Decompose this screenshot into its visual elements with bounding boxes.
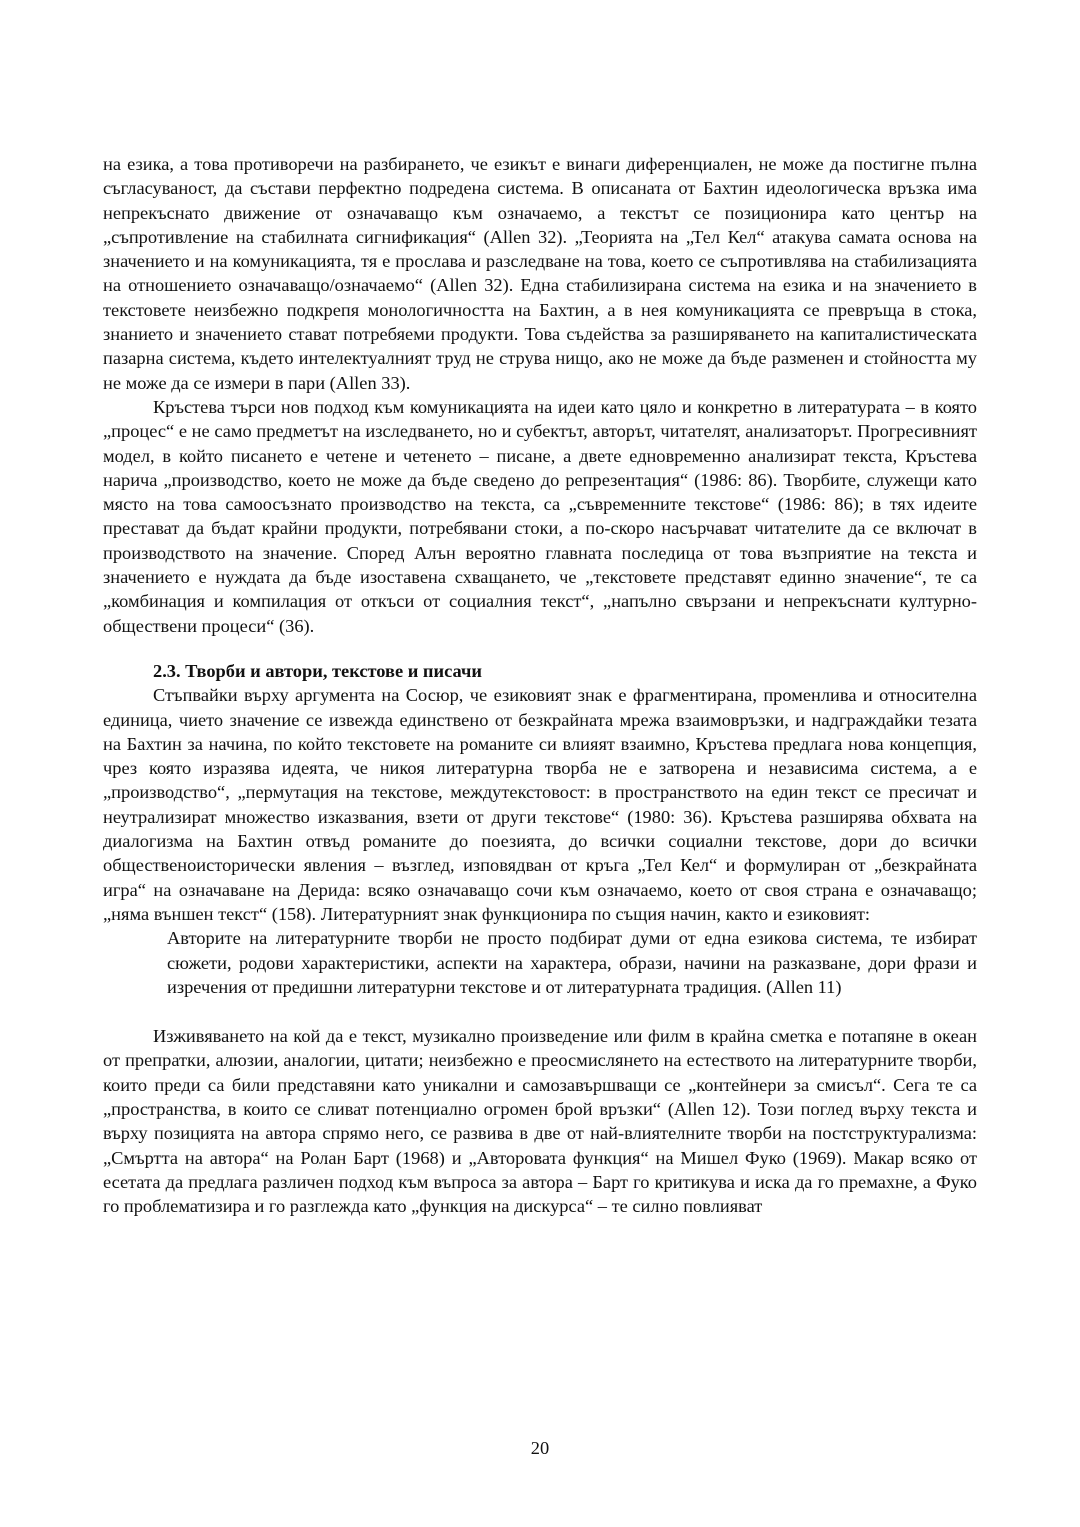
paragraph-3: Стъпвайки върху аргумента на Сосюр, че езиковият знак е фрагментирана, променлива и относителна единица, чието значение се извежда единствено от безкрайната мрежа взаимовръзки, и надграждайки тезата на Бахтин за начина, по който текстовете на романите си влияят взаимно, Кръстева предлага нова концепция, чрез която изразява идеята, че никоя литературна творба не е затворена и независима система, а е „производство“, „пермутация на текстове, междутекстовост: в пространството на един текст се пресичат и неутрализират множество изказвания, взети от други текстове“ (1980: 36). Кръстева разширява обхвата на диалогизма на Бахтин отвъд романите до поезията, до всички социални текстове, дори до всички общественоисторически явления – възглед, изповядван от кръга „Тел Кел“ и формулиран от „безкрайната игра“ на означаване на Дерида: всяко означаващо сочи към означаемо, което от своя страна е означаващо; „няма външен текст“ (158). Литературният знак функционира по същия начин, както и езиковият:: [103, 685, 977, 924]
section-heading: 2.3. Творби и автори, текстове и писачи: [153, 660, 482, 681]
body-text: [103, 152, 977, 1218]
paragraph-4: Изживяването на кой да е текст, музикално произведение или филм в крайна сметка е потапяне в океан от препратки, алюзии, аналогии, цитати; неизбежно е преосмислянето на естеството на литературните творби, които преди са били представяни като уникални и самозавършващи се „контейнери за смисъл“. Сега те са „пространства, в които се сливат потенциално огромен брой връзки“ (Allen 12). Този поглед върху текста и върху позицията на автора спрямо него, се развива в две от най-влиятелните творби на постструктурализма: „Смъртта на автора“ на Ролан Барт (1968) и „Авторовата функция“ на Мишел Фуко (1969). Макар всяко от есетата да предлага различен подход към въпроса за автора – Барт го критикува и иска да го премахне, а Фуко го проблематизира и го разглежда като „функция на дискурса“ – те силно повлияват: [103, 1026, 977, 1217]
paragraph-1: на езика, а това противоречи на разбирането, че езикът е винаги диференциален, не може да постигне пълна съгласуваност, да състави перфектно подредена система. В описаната от Бахтин идеологическа връзка има непрекъснато движение от означаващо към означаемо, а текстът се позиционира като център на „съпротивление на стабилната сигнификация“ (Allen 32). „Теорията на „Тел Кел“ атакува самата основа на значението и на комуникацията, тя е прослава и разследване на това, което се съпротивлява на стабилизацията на отношението означаващо/означаемо“ (Allen 32). Една стабилизирана система на езика и на значението в текстовете неизбежно подкрепя монологичността на Бахтин, а в нея комуникацията се превръща в стока, знанието и значението стават потребяеми продукти. Това съдейства за разширяването на капиталистическата пазарна система, където интелектуалният труд не струва нищо, ако не може да бъде разменен и стойността му не може да се измери в пари (Allen 33).: [103, 154, 977, 393]
paragraph-2: Кръстева търси нов подход към комуникацията на идеи като цяло и конкретно в литературата – в която „процес“ е не само предметът на изследването, но и субектът, авторът, читателят, анализаторът. Прогресивният модел, в който писането е четене и четенето – писане, а двете едновременно анализират текста, Кръстева нарича „производство, което не може да бъде сведено до репрезентация“ (1986: 86). Творбите, служещи като място на това самоосъзнато производство на текста, са „съвременните текстове“ (1986: 86); в тях идеите престават да бъдат крайни продукти, потребявани стоки, а по-скоро насърчават читателите да се включат в производството на значение. Според Алън вероятно главната последица от това възприятие на текста и значението е нуждата да бъде изоставена схващането, че „текстовете представят единно значение“, те са „комбинация и компилация от откъси от социалния текст“, „напълно свързани и непрекъснати културно-обществени процеси“ (36).: [103, 396, 977, 636]
page-number: 20: [530, 1438, 550, 1458]
block-quote: Авторите на литературните творби не просто подбират думи от една езикова система, те избират сюжети, родови характеристики, аспекти на характера, образи, начини на разказване, дори фрази и изречения от предишни литературни текстове и от литературната традиция. (Allen 11): [167, 928, 977, 997]
